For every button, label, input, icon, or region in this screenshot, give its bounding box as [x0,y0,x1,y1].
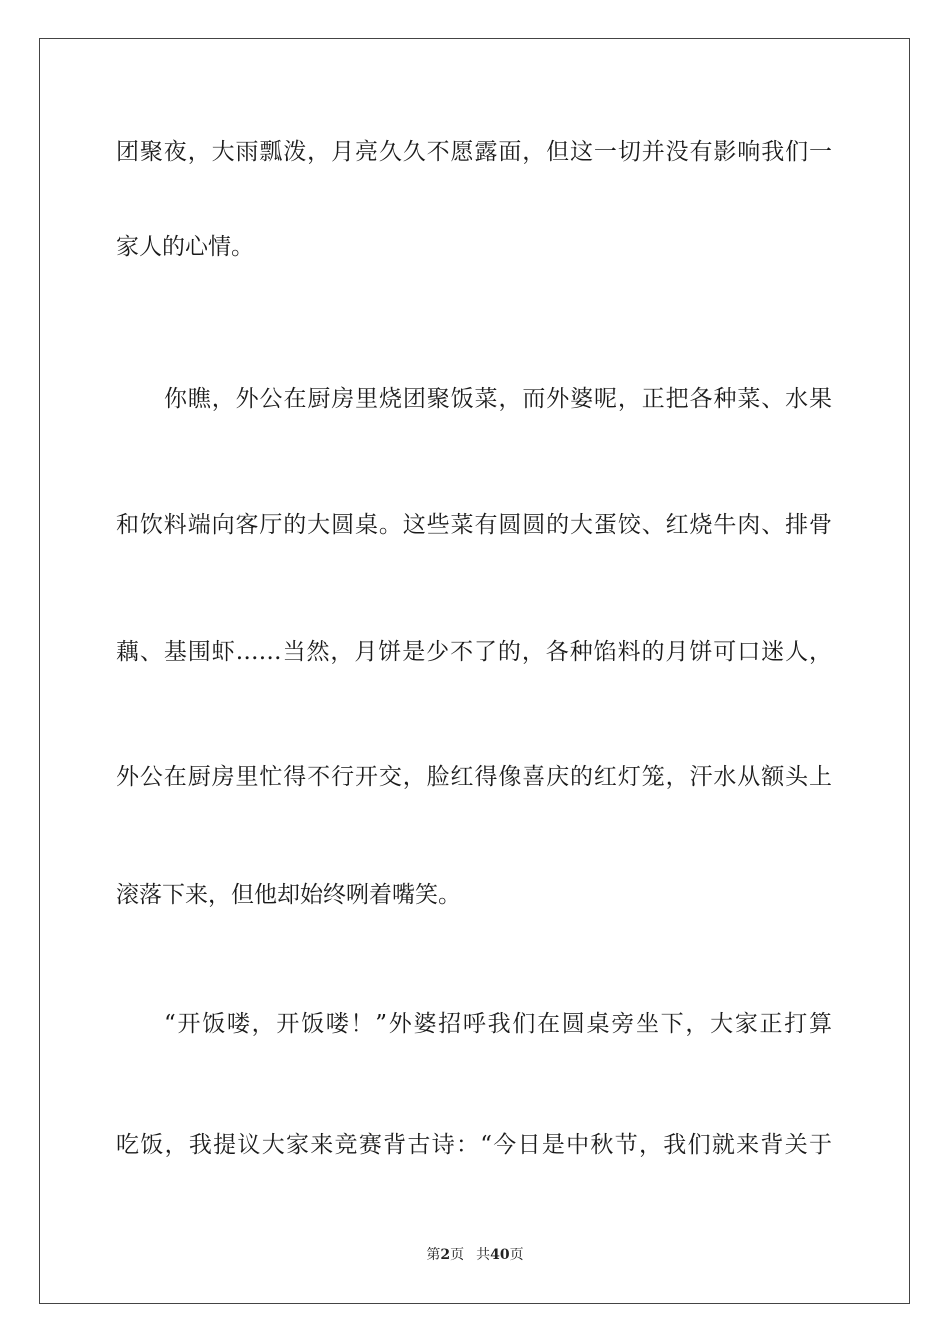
page-border [39,38,910,1304]
text-line-7: 滚落下来，但他却始终咧着嘴笑。 [116,882,461,908]
text-line-9: 吃饭，我提议大家来竞赛背古诗：“今日是中秋节，我们就来背关于 [116,1132,832,1158]
text-line-4: 和饮料端向客厅的大圆桌。这些菜有圆圆的大蛋饺、红烧牛肉、排骨 [116,512,832,538]
text-line-8: “开饭喽，开饭喽！”外婆招呼我们在圆桌旁坐下，大家正打算 [164,1011,832,1037]
text-line-1: 团聚夜，大雨瓢泼，月亮久久不愿露面，但这一切并没有影响我们一 [116,139,832,165]
page-footer [0,1245,950,1265]
total-pages: 40 [490,1247,510,1263]
total-prefix: 共 [476,1247,491,1263]
page-number: 2 [440,1247,451,1263]
total-suffix: 页 [509,1247,524,1263]
text-line-6: 外公在厨房里忙得不行开交，脸红得像喜庆的红灯笼，汗水从额头上 [116,764,832,790]
page-prefix: 第 [426,1247,441,1263]
text-line-5: 藕、基围虾……当然，月饼是少不了的，各种馅料的月饼可口迷人， [116,639,832,665]
text-line-2: 家人的心情。 [116,234,254,260]
text-line-3: 你瞧，外公在厨房里烧团聚饭菜，而外婆呢，正把各种菜、水果 [164,386,832,412]
page-suffix: 页 [450,1247,465,1263]
